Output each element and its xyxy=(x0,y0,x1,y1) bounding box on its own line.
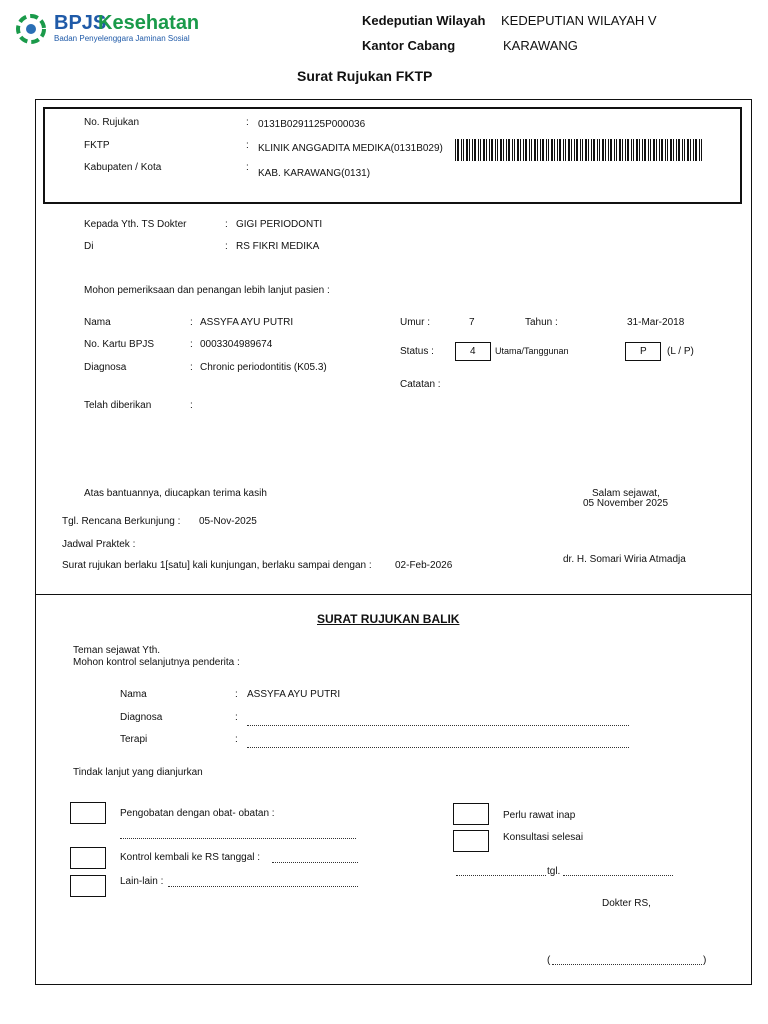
barcode-bar xyxy=(633,139,634,161)
barcode-bar xyxy=(540,139,541,161)
kartu-value: 0003304989674 xyxy=(200,339,273,350)
colon: : xyxy=(225,241,228,252)
barcode-bar xyxy=(480,139,481,161)
barcode-bar xyxy=(588,139,589,161)
barcode-image xyxy=(455,139,705,161)
barcode-bar xyxy=(520,139,521,161)
rencana-value: 05-Nov-2025 xyxy=(199,516,257,527)
barcode-bar xyxy=(599,139,600,161)
barcode-bar xyxy=(616,139,617,161)
barcode-bar xyxy=(517,139,519,161)
kepada-label: Kepada Yth. TS Dokter xyxy=(84,219,187,230)
fktp-label: FKTP xyxy=(84,140,110,151)
tahun-value: 31-Mar-2018 xyxy=(627,317,685,328)
di-label: Di xyxy=(84,241,94,252)
rencana-label: Tgl. Rencana Berkunjung : xyxy=(62,516,181,527)
section-divider xyxy=(35,594,752,595)
colon: : xyxy=(235,712,238,723)
catatan-label: Catatan : xyxy=(400,379,441,390)
teman-text: Teman sejawat Yth. xyxy=(73,645,161,656)
colon: : xyxy=(225,219,228,230)
barcode-bar xyxy=(693,139,694,161)
cabang-value: KARAWANG xyxy=(503,38,578,53)
kepada-value: GIGI PERIODONTI xyxy=(236,219,323,230)
barcode-bar xyxy=(701,139,702,161)
barcode-bar xyxy=(690,139,691,161)
berlaku-label: Surat rujukan berlaku 1[satu] kali kunjungan, berlaku sampai dengan : xyxy=(62,560,372,571)
barcode-bar xyxy=(557,139,558,161)
barcode-bar xyxy=(619,139,621,161)
barcode-bar xyxy=(585,139,587,161)
barcode-bar xyxy=(542,139,544,161)
barcode-bar xyxy=(523,139,524,161)
tindak-text: Tindak lanjut yang dianjurkan xyxy=(73,767,203,778)
barcode-bar xyxy=(495,139,496,161)
barcode-bar xyxy=(514,139,515,161)
nama-value: ASSYFA AYU PUTRI xyxy=(200,317,294,328)
barcode-bar xyxy=(491,139,493,161)
barcode-bar xyxy=(667,139,668,161)
opt-kontrol-label: Kontrol kembali ke RS tanggal : xyxy=(120,852,261,863)
sign-close: ) xyxy=(703,955,707,966)
barcode-bar xyxy=(571,139,572,161)
nama-label: Nama xyxy=(84,317,111,328)
cabang-label: Kantor Cabang xyxy=(362,38,456,53)
bpjs-emblem-icon xyxy=(16,14,46,44)
barcode-bar xyxy=(687,139,689,161)
barcode-bar xyxy=(559,139,561,161)
barcode-bar xyxy=(644,139,646,161)
sign-open: ( xyxy=(547,955,551,966)
lain-checkbox[interactable] xyxy=(70,875,106,897)
balik-diagnosa-label: Diagnosa xyxy=(120,712,163,723)
barcode-bar xyxy=(684,139,685,161)
dokter-name: dr. H. Somari Wiria Atmadja xyxy=(563,554,686,565)
barcode-bar xyxy=(469,139,470,161)
barcode-bar xyxy=(642,139,643,161)
barcode-bar xyxy=(478,139,479,161)
barcode-bar xyxy=(665,139,666,161)
salam-text: Salam sejawat, xyxy=(592,488,660,499)
obat-checkbox[interactable] xyxy=(70,802,106,824)
colon: : xyxy=(190,339,193,350)
lain-dotted-line xyxy=(168,875,358,887)
konsul-checkbox[interactable] xyxy=(453,830,489,852)
colon: : xyxy=(190,400,193,411)
diagnosa-label: Diagnosa xyxy=(84,362,127,373)
status-label: Status : xyxy=(400,346,434,357)
barcode-bar xyxy=(673,139,674,161)
opt-obat-label: Pengobatan dengan obat- obatan : xyxy=(120,808,275,819)
barcode-bar xyxy=(461,139,462,161)
balik-nama-label: Nama xyxy=(120,689,147,700)
barcode-bar xyxy=(472,139,473,161)
barcode-bar xyxy=(489,139,490,161)
barcode-bar xyxy=(512,139,513,161)
barcode-bar xyxy=(554,139,555,161)
umur-value: 7 xyxy=(469,317,475,328)
diberikan-label: Telah diberikan xyxy=(84,400,152,411)
kontrol-checkbox[interactable] xyxy=(70,847,106,869)
barcode-bar xyxy=(525,139,527,161)
barcode-bar xyxy=(455,139,456,161)
colon: : xyxy=(190,362,193,373)
barcode-bar xyxy=(563,139,564,161)
mohon-kontrol-text: Mohon kontrol selanjutnya penderita : xyxy=(73,657,240,668)
balik-nama-value: ASSYFA AYU PUTRI xyxy=(247,689,341,700)
jadwal-label: Jadwal Praktek : xyxy=(62,539,136,550)
barcode-bar xyxy=(608,139,609,161)
terapi-label: Terapi xyxy=(120,734,148,745)
barcode-bar xyxy=(602,139,604,161)
barcode-bar xyxy=(650,139,651,161)
barcode-bar xyxy=(565,139,566,161)
barcode-bar xyxy=(593,139,595,161)
barcode-bar xyxy=(636,139,638,161)
kontrol-dotted-line xyxy=(272,851,358,863)
dokter-rs-label: Dokter RS, xyxy=(602,898,651,909)
mohon-text: Mohon pemeriksaan dan penangan lebih lanjut pasien : xyxy=(84,285,330,296)
barcode-bar xyxy=(627,139,629,161)
balik-title: SURAT RUJUKAN BALIK xyxy=(317,612,460,626)
barcode-bar xyxy=(474,139,476,161)
barcode-bar xyxy=(534,139,536,161)
sign-dotted-line xyxy=(552,953,702,965)
colon: : xyxy=(235,734,238,745)
colon: : xyxy=(235,689,238,700)
barcode-bar xyxy=(576,139,578,161)
gender-desc: (L / P) xyxy=(667,346,694,357)
terapi-dotted-line xyxy=(247,735,629,748)
tgl-label: tgl. xyxy=(547,866,561,877)
barcode-bar xyxy=(574,139,575,161)
status-value: 4 xyxy=(470,346,476,357)
colon: : xyxy=(246,140,249,151)
barcode-bar xyxy=(537,139,538,161)
barcode-bar xyxy=(506,139,507,161)
salam-date: 05 November 2025 xyxy=(583,498,669,509)
barcode-bar xyxy=(591,139,592,161)
barcode-bar xyxy=(631,139,632,161)
barcode-bar xyxy=(625,139,626,161)
bpjs-logo xyxy=(16,12,200,46)
diagnosa-dotted-line xyxy=(247,713,629,726)
colon: : xyxy=(246,117,249,128)
rawat-checkbox[interactable] xyxy=(453,803,489,825)
tahun-label: Tahun : xyxy=(525,317,558,328)
date-dotted-line xyxy=(563,864,673,876)
thanks-text: Atas bantuannya, diucapkan terima kasih xyxy=(84,488,267,499)
no-rujukan-value: 0131B0291125P000036 xyxy=(258,119,366,130)
wilayah-value: KEDEPUTIAN WILAYAH V xyxy=(501,13,657,28)
barcode-bar xyxy=(500,139,502,161)
barcode-bar xyxy=(614,139,615,161)
barcode-bar xyxy=(508,139,510,161)
barcode-bar xyxy=(699,139,700,161)
opt-lain-label: Lain-lain : xyxy=(120,876,164,887)
colon: : xyxy=(190,317,193,328)
logo-brand-a: BPJS xyxy=(54,12,107,34)
gender-value: P xyxy=(640,346,647,357)
barcode-bar xyxy=(568,139,570,161)
no-rujukan-label: No. Rujukan xyxy=(84,117,140,128)
barcode-bar xyxy=(582,139,583,161)
barcode-bar xyxy=(605,139,606,161)
barcode-bar xyxy=(497,139,498,161)
barcode-bar xyxy=(695,139,697,161)
barcode-bar xyxy=(653,139,655,161)
place-dotted-line xyxy=(456,864,546,876)
barcode-bar xyxy=(648,139,649,161)
barcode-bar xyxy=(529,139,530,161)
page-title: Surat Rujukan FKTP xyxy=(297,68,433,84)
logo-subtitle: Badan Penyelenggara Jaminan Sosial xyxy=(54,34,190,43)
barcode-bar xyxy=(580,139,581,161)
logo-brand-b: Kesehatan xyxy=(98,12,200,34)
barcode-bar xyxy=(682,139,683,161)
opt-konsul-label: Konsultasi selesai xyxy=(503,832,584,843)
diagnosa-value: Chronic periodontitis (K05.3) xyxy=(200,362,327,373)
barcode-bar xyxy=(546,139,547,161)
kartu-label: No. Kartu BPJS xyxy=(84,339,155,350)
barcode-bar xyxy=(551,139,553,161)
barcode-bar xyxy=(463,139,464,161)
colon: : xyxy=(246,162,249,173)
barcode-bar xyxy=(639,139,640,161)
barcode-bar xyxy=(676,139,677,161)
barcode-bar xyxy=(457,139,459,161)
barcode-bar xyxy=(531,139,532,161)
umur-label: Umur : xyxy=(400,317,430,328)
berlaku-value: 02-Feb-2026 xyxy=(395,560,453,571)
barcode-bar xyxy=(548,139,549,161)
barcode-bar xyxy=(503,139,504,161)
obat-dotted-line xyxy=(120,827,356,839)
barcode-bar xyxy=(656,139,657,161)
opt-rawat-label: Perlu rawat inap xyxy=(503,810,576,821)
status-desc: Utama/Tanggunan xyxy=(495,346,569,356)
wilayah-label: Kedeputian Wilayah xyxy=(362,13,486,28)
barcode-bar xyxy=(597,139,598,161)
barcode-bar xyxy=(466,139,468,161)
barcode-bar xyxy=(659,139,660,161)
di-value: RS FIKRI MEDIKA xyxy=(236,241,320,252)
barcode-bar xyxy=(483,139,485,161)
fktp-value: KLINIK ANGGADITA MEDIKA(0131B029) xyxy=(258,143,443,154)
barcode-bar xyxy=(661,139,663,161)
barcode-bar xyxy=(610,139,612,161)
barcode-bar xyxy=(486,139,487,161)
barcode-bar xyxy=(622,139,623,161)
kabupaten-value: KAB. KARAWANG(0131) xyxy=(258,168,371,179)
kabupaten-label: Kabupaten / Kota xyxy=(84,162,162,173)
barcode-bar xyxy=(678,139,680,161)
barcode-bar xyxy=(670,139,672,161)
